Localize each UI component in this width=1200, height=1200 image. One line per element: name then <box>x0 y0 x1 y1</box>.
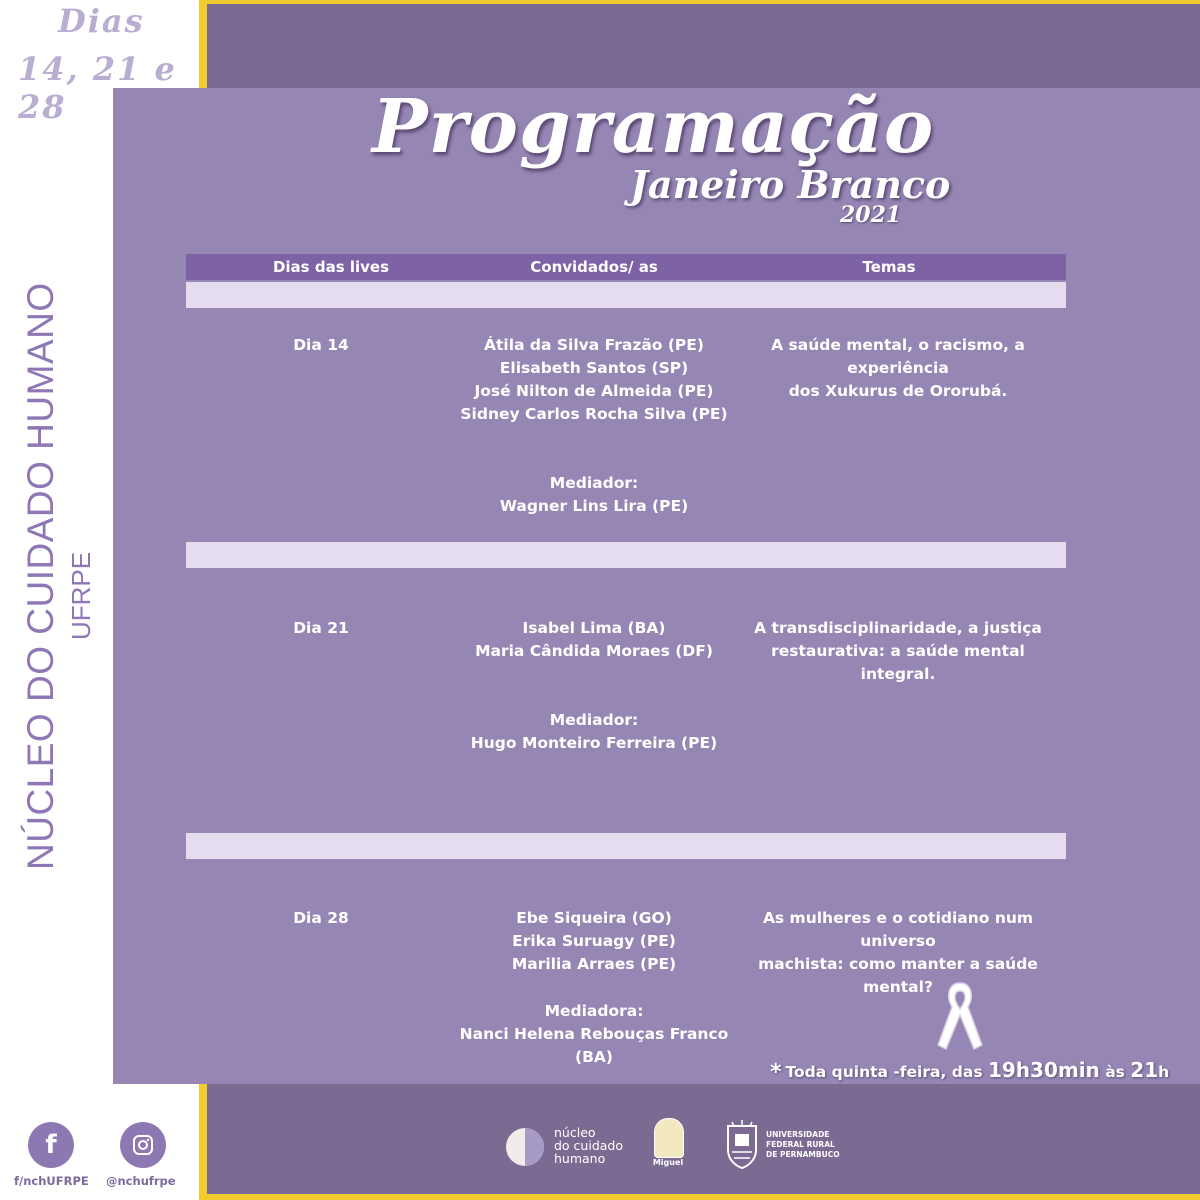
miguel-logo <box>652 1118 684 1170</box>
theme-line: A saúde mental, o racismo, a experiência <box>771 336 1025 377</box>
guest-name: Erika Suruagy (PE) <box>512 932 676 950</box>
row2-guests <box>444 617 744 663</box>
header-days: Dias das lives <box>272 258 390 276</box>
guest-name: Ebe Siqueira (GO) <box>516 909 672 927</box>
header-guests: Convidados/ as <box>530 258 658 276</box>
table-spacer-row <box>186 833 1066 859</box>
instagram-glyph-icon <box>131 1133 155 1157</box>
row2-mediator <box>444 709 744 755</box>
corner-dates-line1: Dias <box>58 2 145 40</box>
schedule-note <box>770 1058 1169 1085</box>
page-year: 2021 <box>840 202 902 228</box>
page-title: Programação <box>372 84 935 170</box>
note-text: Toda quinta -feira, das <box>785 1063 988 1081</box>
ufrpe-line: UNIVERSIDADE <box>766 1130 830 1139</box>
corner-dates-line2: 14, 21 e 28 <box>18 50 177 126</box>
row2-day: Dia 21 <box>293 619 349 637</box>
ufrpe-line: DE PERNAMBUCO <box>766 1150 840 1159</box>
theme-line: dos Xukurus de Ororubá. <box>788 382 1008 400</box>
header-themes: Temas <box>862 258 916 276</box>
nch-logo-line: do cuidado <box>554 1138 624 1153</box>
guest-name: José Nilton de Almeida (PE) <box>474 382 714 400</box>
mediator-name: Nanci Helena Rebouças Franco <box>459 1025 729 1043</box>
row1-theme <box>736 334 1060 403</box>
ufrpe-line: FEDERAL RURAL <box>766 1140 835 1149</box>
guest-name: Maria Cândida Moraes (DF) <box>475 642 713 660</box>
guest-name: Átila da Silva Frazão (PE) <box>484 336 704 354</box>
nch-logo-line: humano <box>554 1151 606 1166</box>
ufrpe-logo <box>724 1120 844 1172</box>
facebook-handle[interactable]: f/nchUFRPE <box>14 1174 89 1188</box>
page-subtitle: Janeiro Branco <box>630 162 951 207</box>
note-start-time: 19h30min <box>987 1058 1100 1082</box>
mediator-label: Mediador: <box>549 711 639 729</box>
miguel-label: Miguel <box>652 1158 684 1167</box>
miguel-badge-icon <box>654 1118 684 1158</box>
row3-day: Dia 28 <box>293 909 349 927</box>
guest-name: Isabel Lima (BA) <box>522 619 666 637</box>
university-name: UFRPE <box>66 551 96 640</box>
note-text: h <box>1158 1063 1170 1081</box>
mediator-name: (BA) <box>575 1048 613 1066</box>
row1-mediator <box>444 472 744 518</box>
table-header <box>186 254 1066 280</box>
guest-name: Elisabeth Santos (SP) <box>499 359 689 377</box>
row3-guests <box>444 907 744 976</box>
nch-logo-line: núcleo <box>554 1125 596 1140</box>
row2-theme <box>736 617 1060 686</box>
table-spacer-row <box>186 542 1066 568</box>
theme-line: restaurativa: a saúde mental integral. <box>771 642 1025 683</box>
table-spacer-row <box>186 282 1066 308</box>
mediator-label: Mediador: <box>549 474 639 492</box>
guest-name: Sidney Carlos Rocha Silva (PE) <box>460 405 728 423</box>
facebook-icon[interactable]: f <box>28 1122 74 1168</box>
awareness-ribbon-icon <box>930 975 990 1053</box>
mediator-name: Hugo Monteiro Ferreira (PE) <box>470 734 718 752</box>
ufrpe-crest-icon <box>724 1120 760 1170</box>
theme-line: As mulheres e o cotidiano num universo <box>762 909 1034 950</box>
vertical-brand <box>20 282 96 870</box>
guest-name: Marilia Arraes (PE) <box>511 955 677 973</box>
row1-day: Dia 14 <box>293 336 349 354</box>
theme-line: machista: como manter a saúde mental? <box>758 955 1038 996</box>
note-asterisk: * <box>770 1060 782 1085</box>
row3-theme <box>736 907 1060 999</box>
org-name: NÚCLEO DO CUIDADO HUMANO <box>20 282 61 870</box>
nch-logo <box>506 1126 636 1170</box>
instagram-icon[interactable] <box>120 1122 166 1168</box>
nch-logo-text <box>554 1126 623 1165</box>
mediator-name: Wagner Lins Lira (PE) <box>499 497 689 515</box>
corner-dates <box>0 0 199 126</box>
row3-mediator <box>444 1000 744 1069</box>
ufrpe-text <box>766 1130 840 1160</box>
mediator-label: Mediadora: <box>544 1002 644 1020</box>
note-end-time: 21 <box>1130 1058 1159 1082</box>
theme-line: A transdisciplinaridade, a justiça <box>754 619 1042 637</box>
instagram-handle[interactable]: @nchufrpe <box>106 1174 176 1188</box>
nch-logo-half <box>525 1128 544 1166</box>
row1-guests <box>444 334 744 426</box>
note-text: às <box>1099 1063 1131 1081</box>
